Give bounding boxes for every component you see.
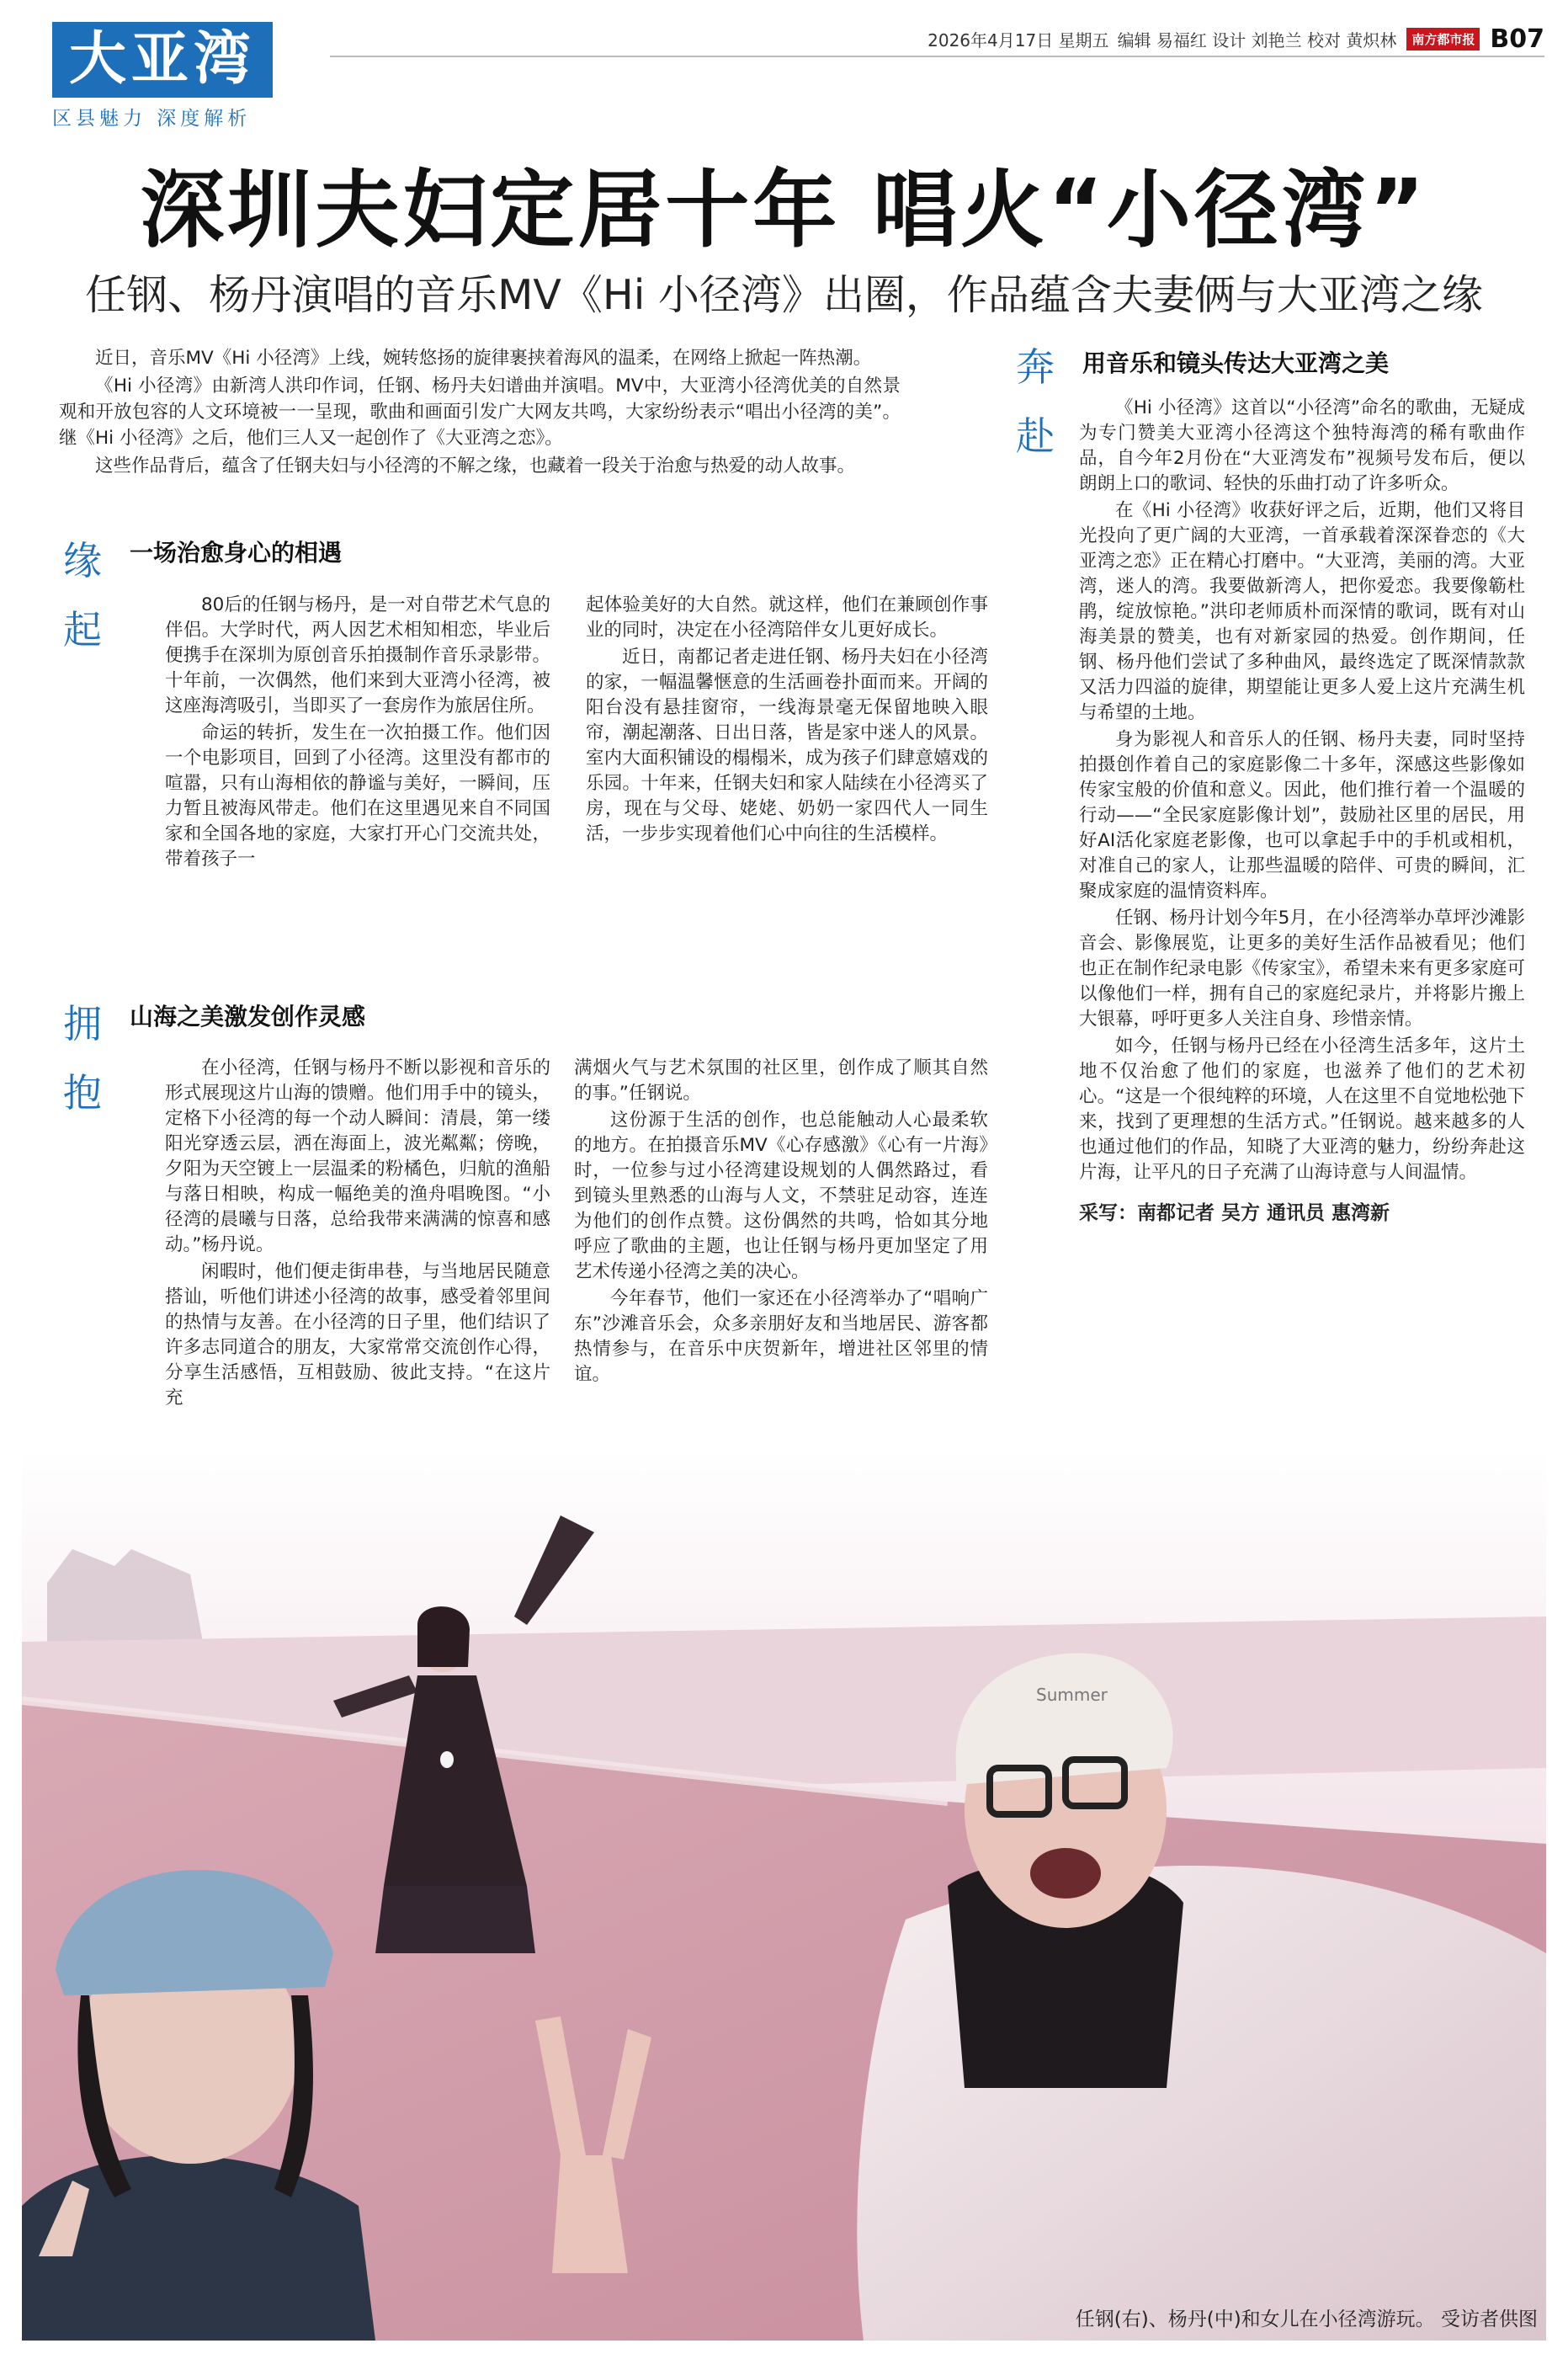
byline: 采写：南都记者 吴方 通讯员 惠湾新 (1079, 1202, 1390, 1224)
photo-caption: 任钢(右)、杨丹(中)和女儿在小径湾游玩。 受访者供图 (1075, 2309, 1538, 2330)
page-info (928, 22, 1544, 56)
paragraph: 今年春节，他们一家还在小径湾举办了“唱响广东”沙滩音乐会，众多亲朋好友和当地居民、游客都热情参与，在音乐中庆贺新年，增进社区邻里的情谊。 (574, 1288, 988, 1385)
photo-illustration (22, 1448, 1546, 2341)
side-char: 奔 (1016, 344, 1055, 390)
paragraph: 身为影视人和音乐人的任钢、杨丹夫妻，同时坚持拍摄创作着自己的家庭影像二十多年，深感这些影像如传家宝般的价值和意义。因此，他们推行着一个温暖的行动——“全民家庭影像计划”，鼓励社区里的居民，用好AI活化家庭老影像，也可以拿起手中的手机或相机，对准自己的家人，让那些温暖的陪伴、可贵的瞬间，汇聚成家庭的温情资料库。 (1079, 729, 1525, 902)
lead-paragraph: 近日，音乐MV《Hi 小径湾》上线，婉转悠扬的旋律裹挟着海风的温柔，在网络上掀起一阵热潮。 (95, 348, 872, 369)
side-mark-benfu (1010, 341, 1060, 462)
section-heading: 用音乐和镜头传达大亚湾之美 (1082, 349, 1390, 377)
headline: 深圳夫妇定居十年 唱火“小径湾” (140, 161, 1428, 259)
feature-photo (22, 1448, 1546, 2341)
page-number: B07 (1490, 24, 1544, 54)
section1-col2 (586, 593, 988, 849)
paragraph: 任钢、杨丹计划今年5月，在小径湾举办草坪沙滩影音会、影像展览，让更多的美好生活作品被看见；他们也正在制作纪录电影《传家宝》，希望未来有更多家庭可以像他们一样，拥有自己的家庭纪录片，并将影片搬上大银幕，呼吁更多人关注自身、珍惜亲情。 (1079, 908, 1525, 1030)
paragraph: 近日，南都记者走进任钢、杨丹夫妇在小径湾的家，一幅温馨惬意的生活画卷扑面而来。开阔的阳台没有悬挂窗帘，一线海景毫无保留地映入眼帘，潮起潮落、日出日落，皆是家中迷人的风景。室内大面积铺设的榻榻米，成为孩子们肆意嬉戏的乐园。十年来，任钢夫妇和家人陆续在小径湾买了房，现在与父母、姥姥、奶奶一家四代人一同生活，一步步实现着他们心中向往的生活模样。 (586, 647, 988, 844)
section-heading: 一场治愈身心的相遇 (130, 539, 343, 567)
section1-col1 (165, 593, 550, 874)
paragraph: 在《Hi 小径湾》收获好评之后，近期，他们又将目光投向了更广阔的大亚湾，一首承载着深深眷恋的《大亚湾之恋》正在精心打磨中。“大亚湾，美丽的湾。大亚湾，迷人的湾。我要做新湾人，把你爱恋。我要像簕杜鹃，绽放惊艳。”洪印老师质朴而深情的歌词，既有对山海美景的赞美，也有对新家园的热爱。创作期间，任钢、杨丹他们尝试了多种曲风，最终选定了既深情款款又活力四溢的旋律，期望能让更多人爱上这片充满生机与希望的土地。 (1079, 500, 1525, 723)
section-heading: 山海之美激发创作灵感 (130, 1003, 366, 1031)
paragraph: 满烟火气与艺术氛围的社区里，创作成了顺其自然的事。”任钢说。 (574, 1057, 988, 1104)
paragraph: 80后的任钢与杨丹，是一对自带艺术气息的伴侣。大学时代，两人因艺术相知相恋，毕业后便携手在深圳为原创音乐拍摄制作音乐录影带。十年前，一次偶然，他们来到大亚湾小径湾，被这座海湾吸引，当即买了一套房作为旅居住所。 (165, 594, 550, 716)
issue-date: 2026年4月17日 星期五 (928, 29, 1109, 51)
paragraph: 起体验美好的大自然。就这样，他们在兼顾创作事业的同时，决定在小径湾陪伴女儿更好成长。 (586, 594, 988, 641)
side-mark-yuanqi (57, 535, 108, 656)
hat-text: Summer (1036, 1685, 1108, 1705)
section2-col2 (574, 1056, 988, 1389)
paragraph: 如今，任钢与杨丹已经在小径湾生活多年，这片土地不仅治愈了他们的家庭，也滋养了他们的艺术初心。“这是一个很纯粹的环境，人在这里不自觉地松弛下来，找到了更理想的生活方式。”任钢说。越来越多的人也通过他们的作品，知晓了大亚湾的魅力，纷纷奔赴这片海，让平凡的日子充满了山海诗意与人间温情。 (1079, 1036, 1525, 1183)
section2-col1 (165, 1056, 550, 1413)
lead-block (59, 345, 901, 481)
lead-paragraph: 《Hi 小径湾》由新湾人洪印作词，任钢、杨丹夫妇谱曲并演唱。MV中，大亚湾小径湾优美的自然景观和开放包容的人文环境被一一呈现，歌曲和画面引发广大网友共鸣，大家纷纷表示“唱出小径湾的美”。继《Hi 小径湾》之后，他们三人又一起创作了《大亚湾之恋》。 (59, 375, 901, 449)
section-tagline: 区县魅力 深度解析 (52, 108, 252, 130)
side-char: 拥 (63, 1001, 102, 1047)
section-masthead: 大亚湾 (52, 22, 273, 98)
lead-paragraph: 这些作品背后，蕴含了任钢夫妇与小径湾的不解之缘，也藏着一段关于治愈与热爱的动人故事。 (95, 455, 856, 477)
side-char: 抱 (63, 1070, 102, 1116)
header-rule (330, 56, 1544, 57)
paragraph: 这份源于生活的创作，也总能触动人心最柔软的地方。在拍摄音乐MV《心存感激》《心有一片海》时，一位参与过小径湾建设规划的人偶然路过，看到镜头里熟悉的山海与人文，不禁驻足动容，连连为他们的创作点赞。这份偶然的共鸣，恰如其分地呼应了歌曲的主题，也让任钢与杨丹更加坚定了用艺术传递小径湾之美的决心。 (574, 1110, 988, 1282)
paragraph: 闲暇时，他们便走街串巷，与当地居民随意搭讪，听他们讲述小径湾的故事，感受着邻里间的热情与友善。在小径湾的日子里，他们结识了许多志同道合的朋友，大家常常交流创作心得，分享生活感悟，互相鼓励、彼此支持。“在这片充 (165, 1261, 550, 1409)
paragraph: 命运的转折，发生在一次拍摄工作。他们因一个电影项目，回到了小径湾。这里没有都市的喧嚣，只有山海相依的静谧与美好，一瞬间，压力暂且被海风带走。他们在这里遇见来自不同国家和全国各地的家庭，大家打开心门交流共处，带着孩子一 (165, 722, 550, 870)
section3-body (1079, 396, 1525, 1228)
paragraph: 在小径湾，任钢与杨丹不断以影视和音乐的形式展现这片山海的馈赠。他们用手中的镜头，定格下小径湾的每一个动人瞬间：清晨，第一缕阳光穿透云层，洒在海面上，波光粼粼；傍晚，夕阳为天空镀上一层温柔的粉橘色，归航的渔船与落日相映，构成一幅绝美的渔舟唱晚图。“小径湾的晨曦与日落，总给我带来满满的惊喜和感动。”杨丹说。 (165, 1057, 550, 1255)
side-char: 赴 (1016, 413, 1055, 459)
side-char: 缘 (63, 538, 102, 583)
side-mark-yongbao (57, 998, 108, 1119)
side-char: 起 (63, 607, 102, 652)
editor-credits: 编辑 易福红 设计 刘艳兰 校对 黄炽林 (1117, 29, 1397, 51)
newspaper-logo: 南方都市报 (1406, 28, 1480, 51)
subheadline: 任钢、杨丹演唱的音乐MV《Hi 小径湾》出圈，作品蕴含夫妻俩与大亚湾之缘 (85, 271, 1483, 319)
paragraph: 《Hi 小径湾》这首以“小径湾”命名的歌曲，无疑成为专门赞美大亚湾小径湾这个独特海湾的稀有歌曲作品，自今年2月份在“大亚湾发布”视频号发布后，便以朗朗上口的歌词、轻快的乐曲打动了许多听众。 (1079, 397, 1525, 494)
